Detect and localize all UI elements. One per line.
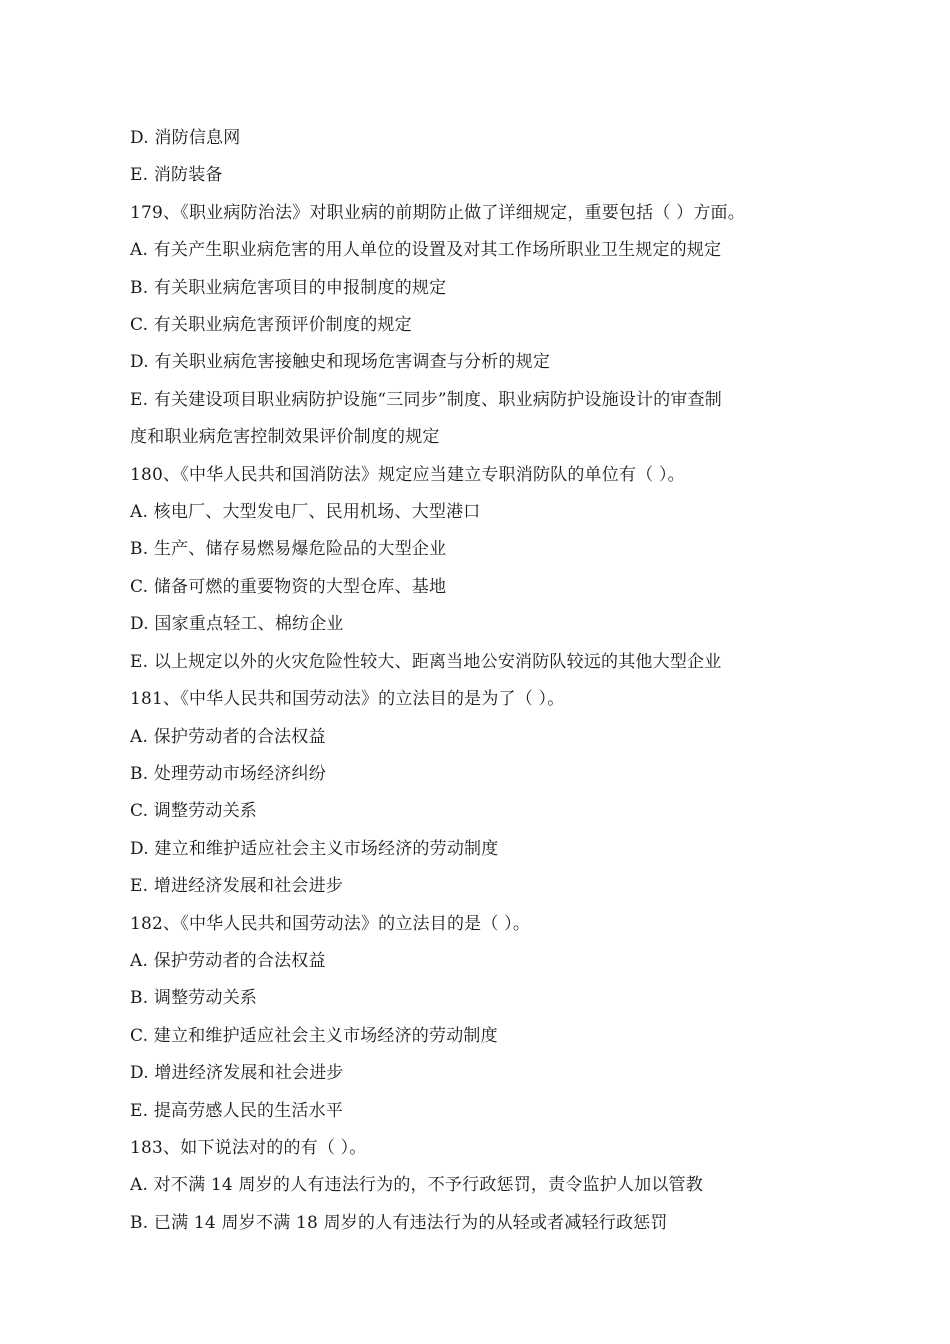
question-180-option-c: C. 储备可燃的重要物资的大型仓库、基地 xyxy=(130,576,447,597)
question-181-stem: 181、《中华人民共和国劳动法》的立法目的是为了（ ）。 xyxy=(130,689,565,710)
question-179-option-e-continued: 度和职业病危害控制效果评价制度的规定 xyxy=(130,427,440,448)
question-179-option-c: C. 有关职业病危害预评价制度的规定 xyxy=(130,315,412,336)
question-180-option-a: A. 核电厂、大型发电厂、民用机场、大型港口 xyxy=(130,502,481,523)
question-181-option-c: C. 调整劳动关系 xyxy=(130,801,258,822)
question-181-option-b: B. 处理劳动市场经济纠纷 xyxy=(130,763,326,784)
question-182-option-e: E. 提高劳感人民的生活水平 xyxy=(130,1100,344,1121)
question-182-option-c: C. 建立和维护适应社会主义市场经济的劳动制度 xyxy=(130,1025,498,1046)
question-180-option-e: E. 以上规定以外的火灾危险性较大、距离当地公安消防队较远的其他大型企业 xyxy=(130,651,722,672)
question-182-option-a: A. 保护劳动者的合法权益 xyxy=(130,950,326,971)
question-180-option-d: D. 国家重点轻工、棉纺企业 xyxy=(130,614,344,635)
option-e-line: E. 消防装备 xyxy=(130,165,223,186)
question-181-option-d: D. 建立和维护适应社会主义市场经济的劳动制度 xyxy=(130,838,499,859)
question-183-stem: 183、如下说法对的的有（ ）。 xyxy=(130,1137,367,1158)
question-179-option-e: E. 有关建设项目职业病防护设施“三同步”制度、职业病防护设施设计的审查制 xyxy=(130,389,722,410)
question-182-stem: 182、《中华人民共和国劳动法》的立法目的是（ ）。 xyxy=(130,913,531,934)
question-text-block xyxy=(130,120,830,1242)
question-183-option-a: A. 对不满 14 周岁的人有违法行为的，不予行政惩罚，责令监护人加以管教 xyxy=(130,1175,703,1196)
question-181-option-e: E. 增进经济发展和社会进步 xyxy=(130,876,344,897)
question-179-stem: 179、《职业病防治法》对职业病的前期防止做了详细规定，重要包括（ ）方面。 xyxy=(130,202,745,223)
question-180-stem: 180、《中华人民共和国消防法》规定应当建立专职消防队的单位有（ ）。 xyxy=(130,464,685,485)
question-183-option-b: B. 已满 14 周岁不满 18 周岁的人有违法行为的从轻或者减轻行政惩罚 xyxy=(130,1212,668,1233)
question-182-option-b: B. 调整劳动关系 xyxy=(130,988,258,1009)
question-181-option-a: A. 保护劳动者的合法权益 xyxy=(130,726,326,747)
question-182-option-d: D. 增进经济发展和社会进步 xyxy=(130,1063,344,1084)
question-179-option-d: D. 有关职业病危害接触史和现场危害调查与分析的规定 xyxy=(130,352,551,373)
option-d-line: D. 消防信息网 xyxy=(130,128,241,148)
question-179-option-a: A. 有关产生职业病危害的用人单位的设置及对其工作场所职业卫生规定的规定 xyxy=(130,240,722,261)
question-180-option-b: B. 生产、储存易燃易爆危险品的大型企业 xyxy=(130,539,447,560)
question-179-option-b: B. 有关职业病危害项目的申报制度的规定 xyxy=(130,277,447,298)
